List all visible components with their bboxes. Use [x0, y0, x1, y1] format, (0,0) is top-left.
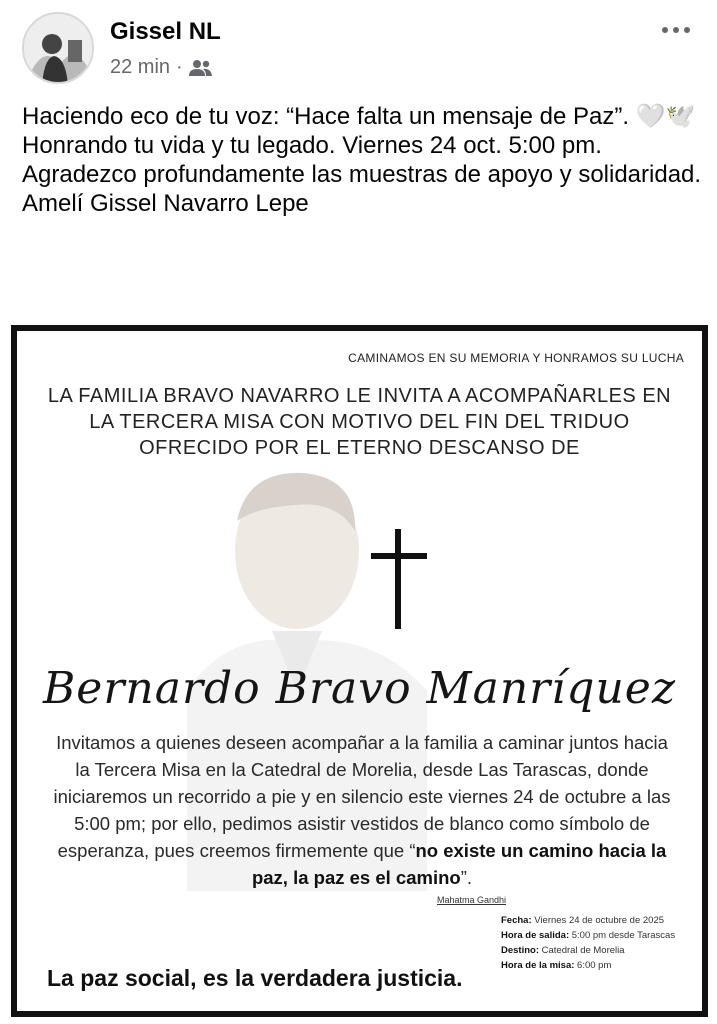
post-text-line: Agradezco profundamente las muestras de apoyo y solidaridad. [22, 161, 702, 188]
avatar[interactable] [22, 12, 94, 84]
post-text [22, 102, 702, 218]
friends-icon[interactable] [189, 59, 213, 77]
body-quote: no existe un camino hacia la paz, la paz es el camino [251, 840, 667, 888]
flyer-tagline: CAMINAMOS EN SU MEMORIA Y HONRAMOS SU LUCHA [348, 351, 684, 365]
detail-label: Hora de la misa: [501, 960, 575, 971]
flyer-footer: La paz social, es la verdadera justicia. [47, 965, 463, 991]
deceased-name: Bernardo Bravo Manríquez [42, 663, 677, 714]
detail-value: 6:00 pm [577, 960, 612, 971]
post-image-flyer[interactable] [11, 325, 708, 1017]
heading-line: LA FAMILIA BRAVO NAVARRO LE INVITA A ACOMPAÑARLES EN [47, 385, 672, 407]
detail-label: Fecha: [501, 915, 532, 926]
detail-value: Viernes 24 de octubre de 2025 [534, 915, 665, 926]
invitation-heading [17, 383, 702, 461]
detail-value: 5:00 pm desde Tarascas [571, 930, 676, 941]
detail-row [501, 913, 675, 928]
detail-label: Hora de salida: [501, 930, 570, 941]
detail-row [501, 928, 675, 943]
post-time[interactable]: 22 min [110, 56, 171, 78]
post-meta [110, 56, 213, 79]
heading-line: OFRECIDO POR EL ETERNO DESCANSO DE [139, 437, 580, 459]
heading-line: LA TERCERA MISA CON MOTIVO DEL FIN DEL TRIDUO [89, 411, 630, 433]
event-details [501, 913, 675, 973]
invitation-body [47, 729, 677, 891]
post-header [0, 0, 717, 96]
avatar-photo-icon [24, 14, 94, 84]
body-lead: Invitamos a quienes deseen acompañar a la familia a caminar juntos hacia la Tercera Misa en la Catedral de Morelia, desde Las Tarascas, donde iniciaremos un recorrido a pie y en silencio este viernes 24 de octubre a las 5:00 pm; por ello, pedimos asistir vestidos de blanco como símbolo de esperanza, pues creemos firmemente que “ [53, 732, 671, 861]
detail-row [501, 958, 675, 973]
post-author[interactable]: Gissel NL [110, 18, 221, 45]
detail-value: Catedral de Morelia [541, 945, 625, 956]
body-end: ”. [460, 867, 473, 888]
post-text-line: Amelí Gissel Navarro Lepe [22, 190, 309, 217]
post-text-line: Haciendo eco de tu voz: “Hace falta un mensaje de Paz”. 🤍🕊️ Honrando tu vida y tu legado. Viernes 24 oct. 5:00 pm. [22, 103, 696, 159]
detail-label: Destino: [501, 945, 539, 956]
detail-row [501, 943, 675, 958]
cross-icon [371, 529, 427, 629]
quote-author: Mahatma Gandhi [437, 895, 507, 905]
more-options-icon[interactable] [659, 18, 693, 42]
meta-separator: · [176, 56, 183, 78]
